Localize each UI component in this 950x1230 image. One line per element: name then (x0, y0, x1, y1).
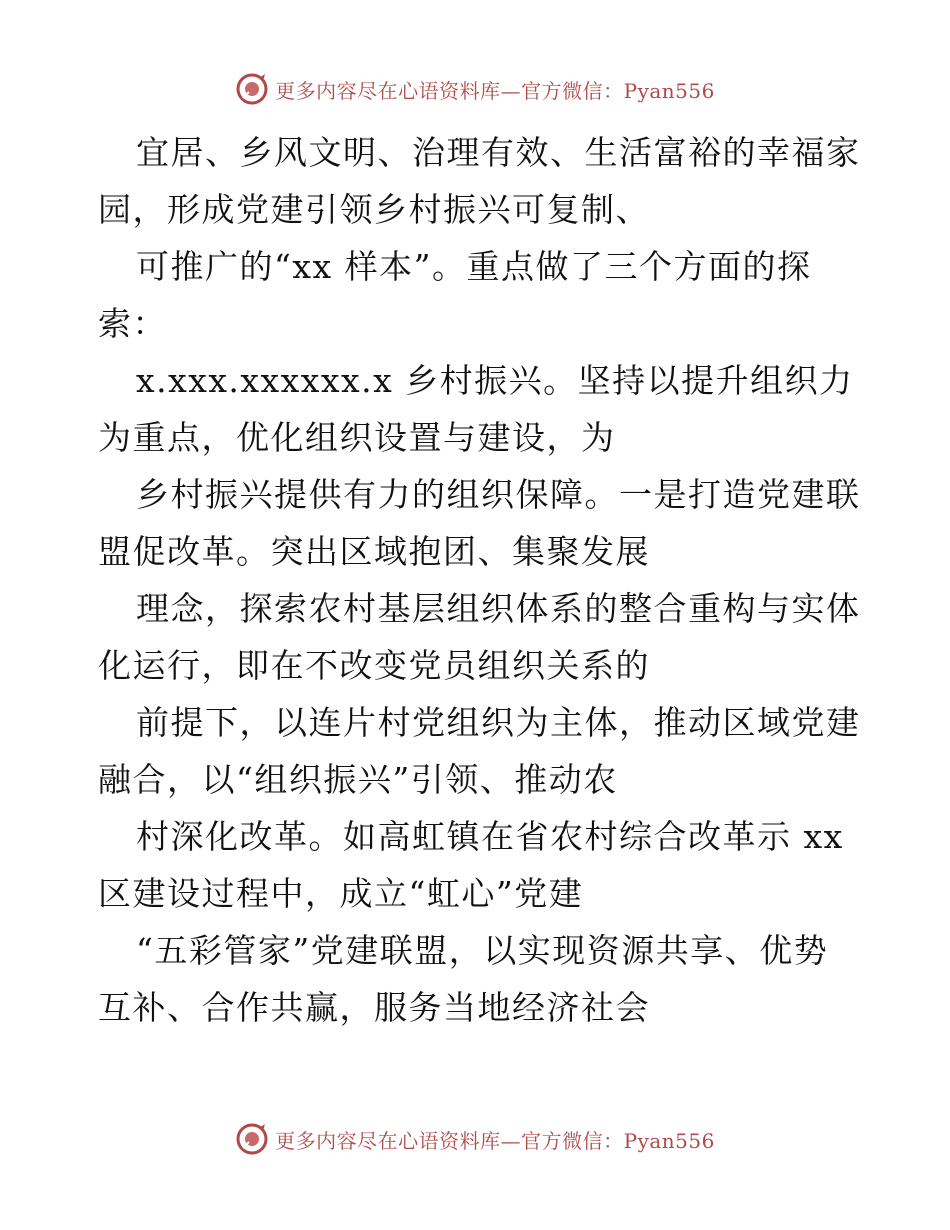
document-body (98, 124, 861, 1036)
header-watermark (0, 72, 950, 106)
footer-watermark (0, 1122, 950, 1156)
text-line: 互补、合作共赢，服务当地经济社会 (98, 988, 650, 1027)
text-line: 乡村振兴提供有力的组织保障。一是打造党建联 (136, 475, 861, 514)
text-line: “五彩管家”党建联盟，以实现资源共享、优势 (136, 931, 829, 970)
text-line: 园，形成党建引领乡村振兴可复制、 (98, 190, 650, 229)
watermark-text: 更多内容尽在心语资料库—官方微信：Pyan556 (275, 78, 715, 103)
logo-icon (235, 1122, 269, 1156)
text-line: 区建设过程中，成立“虹心”党建 (98, 874, 584, 913)
text-line: 前提下，以连片村党组织为主体，推动区域党建 (136, 703, 861, 742)
text-line: 盟促改革。突出区域抱团、集聚发展 (98, 532, 650, 571)
text-line: 索： (98, 304, 167, 343)
text-line: 理念，探索农村基层组织体系的整合重构与实体 (136, 589, 861, 628)
logo-icon (235, 72, 269, 106)
text-line: 宜居、乡风文明、治理有效、生活富裕的幸福家 (136, 133, 861, 172)
text-line: 村深化改革。如高虹镇在省农村综合改革示 xx (136, 817, 844, 856)
text-line: 可推广的“xx 样本”。重点做了三个方面的探 (136, 247, 812, 286)
text-line: x.xxx.xxxxxx.x 乡村振兴。坚持以提升组织力 (136, 361, 854, 400)
watermark-text: 更多内容尽在心语资料库—官方微信：Pyan556 (275, 1128, 715, 1153)
text-line: 融合，以“组织振兴”引领、推动农 (98, 760, 618, 799)
text-line: 为重点，优化组织设置与建设，为 (98, 418, 616, 457)
text-line: 化运行，即在不改变党员组织关系的 (98, 646, 650, 685)
